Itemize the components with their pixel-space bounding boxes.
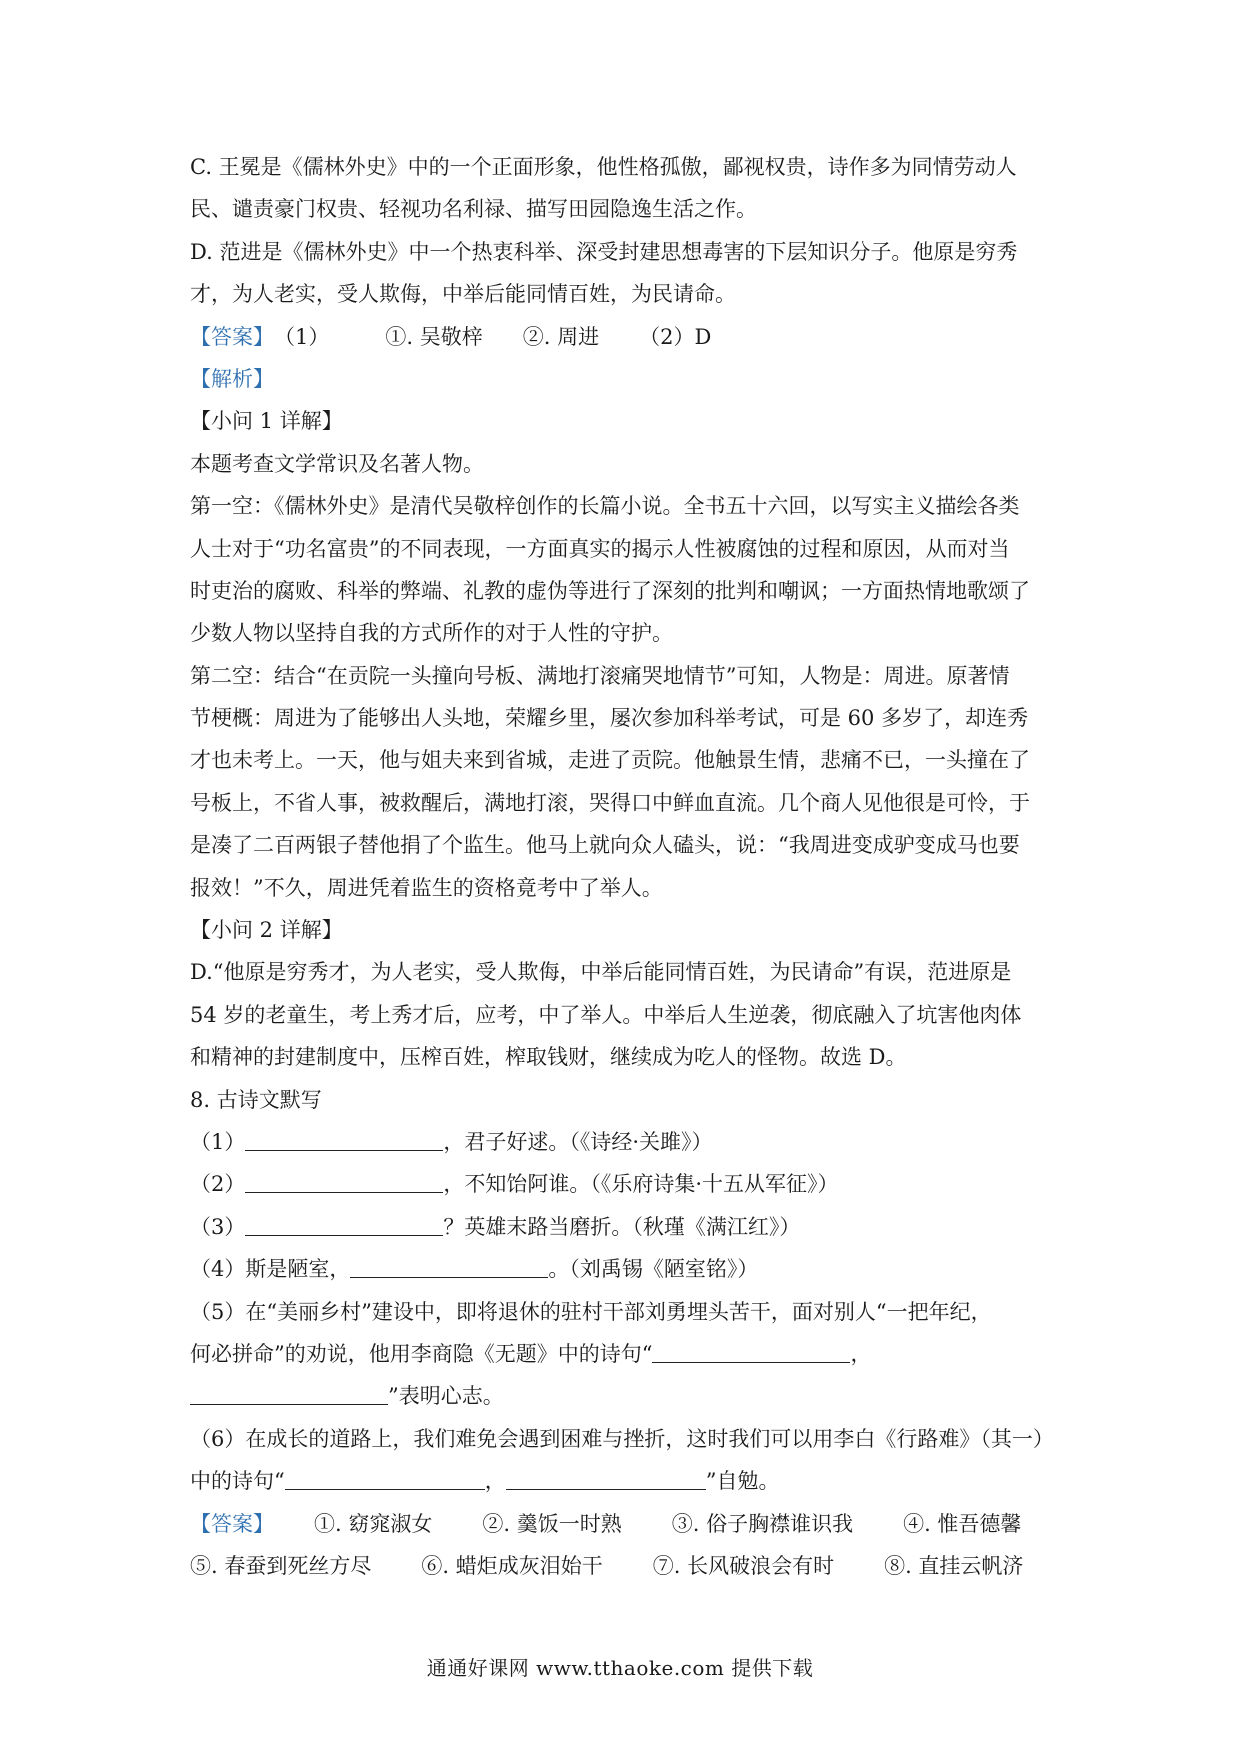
- answer-item: ⑦. 长风破浪会有时: [652, 1553, 835, 1578]
- answer-item: ①. 窈窕淑女: [314, 1511, 433, 1536]
- option-c-line-1: C. 王冕是《儒林外史》中的一个正面形象，他性格孤傲，鄙视权贵，诗作多为同情劳动人: [190, 155, 1017, 179]
- q8-item-1: [190, 1121, 1060, 1163]
- item-number: （3）: [190, 1214, 246, 1239]
- sub2-line: D.“他原是穷秀才，为人老实，受人欺侮，中举后能同情百姓，为民请命”有误，范进原是: [190, 960, 1012, 985]
- option-d-line-2: 才，为人老实，受人欺侮，中举后能同情百姓，为民请命。: [190, 282, 736, 307]
- answer-item: ③. 俗子胸襟谁识我: [671, 1511, 854, 1536]
- document-body: [190, 146, 1060, 1587]
- answer-item: ⑤. 春蚕到死丝方尽: [190, 1553, 372, 1578]
- fill-blank[interactable]: [245, 1170, 443, 1193]
- sub1-title: 【小问 1 详解】: [190, 409, 343, 434]
- fill-blank[interactable]: [285, 1467, 485, 1490]
- sub1-line: 才也未考上。一天，他与姐夫来到省城，走进了贡院。他触景生情，悲痛不已，一头撞在了: [190, 748, 1030, 773]
- fill-blank[interactable]: [350, 1255, 548, 1278]
- sub1-line: 第一空：《儒林外史》是清代吴敬梓创作的长篇小说。全书五十六回，以写实主义描绘各类: [190, 494, 1020, 519]
- answer-part-4: （2）D: [639, 324, 712, 349]
- sub1-line: 号板上，不省人事，被救醒后，满地打滚，哭得口中鲜血直流。几个商人见他很是可怜，于: [190, 790, 1030, 815]
- analysis-tag: 【解析】: [190, 366, 274, 391]
- q8-item-5-line-3: [190, 1375, 1060, 1417]
- answer-item: ②. 羹饭一时熟: [482, 1511, 622, 1536]
- q8-title: 8. 古诗文默写: [190, 1087, 322, 1112]
- fill-blank[interactable]: [190, 1382, 388, 1405]
- sub1-line: 人士对于“功名富贵”的不同表现，一方面真实的揭示人性被腐蚀的过程和原因，从而对当: [190, 536, 1010, 561]
- option-d-line-1: D. 范进是《儒林外史》中一个热衷科举、深受封建思想毒害的下层知识分子。他原是穷秀: [190, 239, 1018, 264]
- item-text: ，: [850, 1341, 872, 1366]
- q8-item-3: [190, 1206, 1060, 1248]
- q8-item-4: [190, 1248, 1060, 1290]
- item-text: ，不知饴阿谁。（《乐府诗集·十五从军征》）: [443, 1172, 839, 1197]
- fill-blank[interactable]: [245, 1213, 443, 1236]
- sub1-line: 时吏治的腐败、科举的弊端、礼教的虚伪等进行了深刻的批判和嘲讽；一方面热情地歌颂了: [190, 578, 1030, 603]
- item-text: （4）斯是陋室，: [190, 1257, 351, 1282]
- sub2-line: 54 岁的老童生，考上秀才后，应考，中了举人。中举后人生逆袭，彻底融入了坑害他肉体: [190, 1002, 1022, 1027]
- q8-item-6-line-2: [190, 1460, 1060, 1502]
- sub1-line: 本题考查文学常识及名著人物。: [190, 451, 484, 476]
- q8-answer-row-2: [190, 1545, 1060, 1587]
- answer-tag: 【答案】: [190, 324, 274, 349]
- q8-item-5-line-1: （5）在“美丽乡村”建设中，即将退休的驻村干部刘勇埋头苦干，面对别人“一把年纪，: [190, 1299, 992, 1324]
- option-c-line-2: 民、谴责豪门权贵、轻视功名利禄、描写田园隐逸生活之作。: [190, 197, 757, 222]
- item-number: （1）: [190, 1129, 246, 1154]
- answer-part-3: ②. 周进: [522, 324, 600, 349]
- sub1-line: 报效！”不久，周进凭着监生的资格竟考中了举人。: [190, 875, 663, 900]
- q8-answer-row-1: [190, 1503, 1060, 1545]
- q7-answer-row: [190, 316, 1060, 358]
- q8-item-5-line-2: [190, 1333, 1060, 1375]
- item-text: ？英雄末路当磨折。（秋瑾《满江红》）: [443, 1214, 801, 1239]
- item-text: 何必拼命”的劝说，他用李商隐《无题》中的诗句“: [190, 1341, 653, 1366]
- fill-blank[interactable]: [506, 1467, 706, 1490]
- answer-part-2: ①. 吴敬梓: [385, 324, 483, 349]
- answer-part-1: （1）: [274, 324, 330, 349]
- answer-tag: 【答案】: [190, 1511, 274, 1536]
- sub2-line: 和精神的封建制度中，压榨百姓，榨取钱财，继续成为吃人的怪物。故选 D。: [190, 1045, 907, 1070]
- answer-item: ④. 惟吾德馨: [903, 1511, 1022, 1536]
- page-footer: 通通好课网 www.tthaoke.com 提供下载: [426, 1656, 814, 1680]
- sub1-line: 第二空：结合“在贡院一头撞向号板、满地打滚痛哭地情节”可知，人物是：周进。原著情: [190, 663, 1010, 688]
- item-text: ，君子好逑。（《诗经·关雎》）: [443, 1129, 713, 1154]
- sub1-line: 节梗概：周进为了能够出人头地，荣耀乡里，屡次参加科举考试，可是 60 多岁了，却连秀: [190, 706, 1029, 731]
- item-text: 。（刘禹锡《陋室铭》）: [548, 1257, 759, 1282]
- item-text: ”自勉。: [705, 1469, 780, 1494]
- q8-item-6-line-1: （6）在成长的道路上，我们难免会遇到困难与挫折，这时我们可以用李白《行路难》（其一）: [190, 1426, 1054, 1451]
- item-text: ”表明心志。: [388, 1384, 504, 1409]
- item-text: 中的诗句“: [190, 1469, 285, 1494]
- fill-blank[interactable]: [245, 1128, 443, 1151]
- sub1-line: 少数人物以坚持自我的方式所作的对于人性的守护。: [190, 621, 673, 646]
- item-number: （2）: [190, 1172, 246, 1197]
- sub1-line: 是凑了二百两银子替他捐了个监生。他马上就向众人磕头，说：“我周进变成驴变成马也要: [190, 833, 1020, 858]
- fill-blank[interactable]: [652, 1340, 850, 1363]
- answer-item: ⑧. 直挂云帆济: [884, 1553, 1024, 1578]
- sub2-title: 【小问 2 详解】: [190, 918, 343, 943]
- item-text: ，: [484, 1469, 506, 1494]
- answer-item: ⑥. 蜡炬成灰泪始干: [421, 1553, 603, 1578]
- q8-item-2: [190, 1163, 1060, 1205]
